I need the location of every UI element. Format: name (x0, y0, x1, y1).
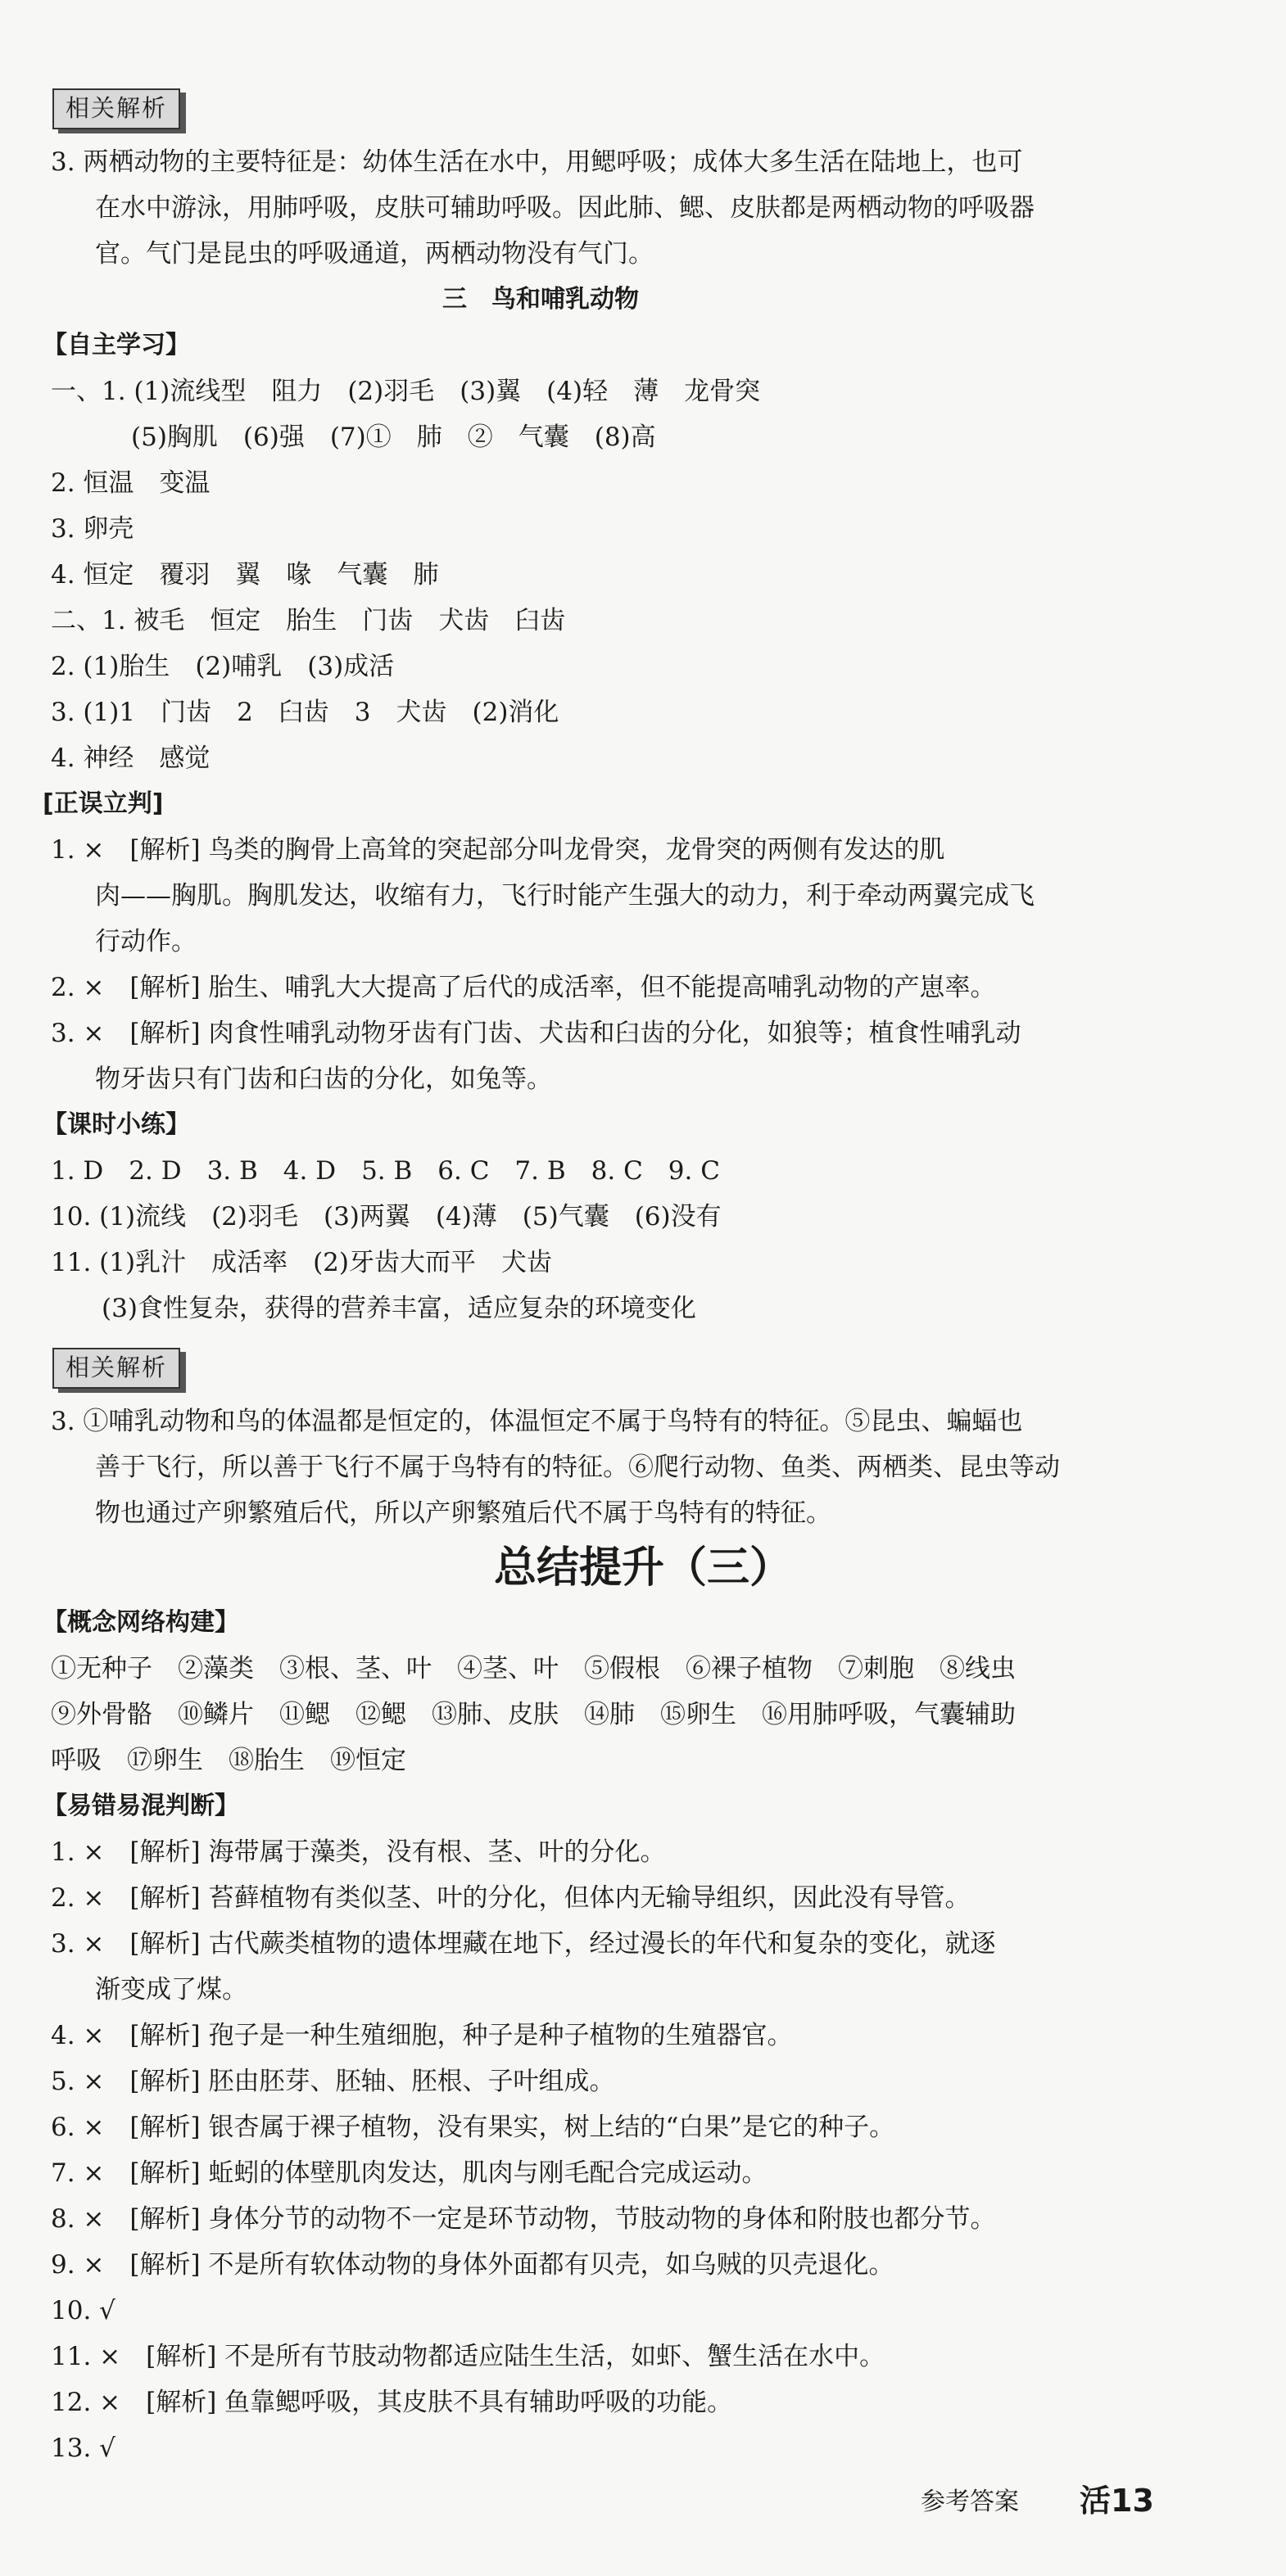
answer-line: 一、1. (1)流线型 阻力 (2)羽毛 (3)翼 (4)轻 薄 龙骨突 (51, 377, 761, 406)
answer-line: 2. × [解析] 苔藓植物有类似茎、叶的分化，但体内无输导组织，因此没有导管。 (51, 1883, 971, 1913)
answer-line: 物牙齿只有门齿和臼齿的分化，如兔等。 (95, 1064, 552, 1094)
answer-line: 2. × [解析] 胎生、哺乳大大提高了后代的成活率，但不能提高哺乳动物的产崽率。 (51, 973, 996, 1002)
answer-line: 12. × [解析] 鱼靠鳃呼吸，其皮肤不具有辅助呼吸的功能。 (51, 2388, 733, 2417)
answer-line: 行动作。 (95, 927, 197, 956)
answer-line: 11. × [解析] 不是所有节肢动物都适应陆生生活，如虾、蟹生活在水中。 (51, 2342, 885, 2371)
answer-line: 11. (1)乳汁 成活率 (2)牙齿大而平 犬齿 (51, 1248, 552, 1277)
answer-line: 二、1. 被毛 恒定 胎生 门齿 犬齿 臼齿 (51, 606, 566, 635)
answer-line: 3. × [解析] 古代蕨类植物的遗体埋藏在地下，经过漫长的年代和复杂的变化，就逐 (51, 1929, 996, 1959)
yicuo-header: 【易错易混判断】 (43, 1792, 239, 1820)
gainian-header: 【概念网络构建】 (43, 1608, 239, 1637)
page-number: 活13 (1080, 2483, 1154, 2519)
answer-line: 4. × [解析] 孢子是一种生殖细胞，种子是种子植物的生殖器官。 (51, 2021, 793, 2050)
keshi-header: 【课时小练】 (43, 1110, 190, 1139)
answer-line: 9. × [解析] 不是所有软体动物的身体外面都有贝壳，如乌贼的贝壳退化。 (51, 2250, 894, 2280)
answer-line: 呼吸 ⑰卵生 ⑱胎生 ⑲恒定 (51, 1746, 406, 1775)
answer-line: 肉——胸肌。胸肌发达，收缩有力，飞行时能产生强大的动力，利于牵动两翼完成飞 (95, 881, 1035, 911)
answer-line: 3. 卵壳 (51, 514, 134, 544)
answer-line: 8. × [解析] 身体分节的动物不一定是环节动物，节肢动物的身体和附肢也都分节。 (51, 2204, 996, 2234)
answer-line: 4. 恒定 覆羽 翼 喙 气囊 肺 (51, 560, 439, 590)
answer-line: 3. × [解析] 肉食性哺乳动物牙齿有门齿、犬齿和臼齿的分化，如狼等；植食性哺乳动 (51, 1019, 1021, 1048)
answer-line: 渐变成了煤。 (95, 1975, 247, 2004)
zhengwu-header: [正误立判] (43, 789, 164, 818)
answer-line: 5. × [解析] 胚由胚芽、胚轴、胚根、子叶组成。 (51, 2067, 615, 2096)
related-analysis-tag: 相关解析 (52, 88, 180, 129)
answer-line: 6. × [解析] 银杏属于裸子植物，没有果实，树上结的“白果”是它的种子。 (51, 2113, 895, 2142)
related-analysis-tag: 相关解析 (52, 1348, 180, 1389)
answer-line: 7. × [解析] 蚯蚓的体壁肌肉发达，肌肉与刚毛配合完成运动。 (51, 2158, 768, 2188)
answer-line: 2. 恒温 变温 (51, 468, 211, 498)
footer-label: 参考答案 (921, 2488, 1019, 2516)
analysis-line: 3. ①哺乳动物和鸟的体温都是恒定的，体温恒定不属于鸟特有的特征。⑤昆虫、蝙蝠也 (51, 1407, 1023, 1436)
summary-title: 总结提升（三） (493, 1543, 792, 1593)
answer-line: 13. √ (51, 2434, 115, 2463)
answer-line: 1. × [解析] 海带属于藻类，没有根、茎、叶的分化。 (51, 1837, 666, 1867)
analysis-line: 善于飞行，所以善于飞行不属于鸟特有的特征。⑥爬行动物、鱼类、两栖类、昆虫等动 (95, 1453, 1060, 1482)
answer-line: 3. (1)1 门齿 2 臼齿 3 犬齿 (2)消化 (51, 698, 559, 727)
answer-line: ①无种子 ②藻类 ③根、茎、叶 ④茎、叶 ⑤假根 ⑥裸子植物 ⑦刺胞 ⑧线虫 (51, 1654, 1016, 1683)
answer-line: ⑨外骨骼 ⑩鳞片 ⑪鳃 ⑫鳃 ⑬肺、皮肤 ⑭肺 ⑮卵生 ⑯用肺呼吸，气囊辅助 (51, 1700, 1016, 1729)
answer-line: 1. D 2. D 3. B 4. D 5. B 6. C 7. B 8. C 9. C (51, 1156, 720, 1186)
answer-line: 10. √ (51, 2296, 115, 2325)
answer-line: (3)食性复杂，获得的营养丰富，适应复杂的环境变化 (102, 1294, 696, 1323)
analysis-line: 3. 两栖动物的主要特征是：幼体生活在水中，用鳃呼吸；成体大多生活在陆地上，也可 (51, 147, 1023, 177)
answer-line: 4. 神经 感觉 (51, 743, 211, 773)
answer-line: (5)胸肌 (6)强 (7)① 肺 ② 气囊 (8)高 (131, 423, 656, 452)
answer-line: 1. × [解析] 鸟类的胸骨上高耸的突起部分叫龙骨突，龙骨突的两侧有发达的肌 (51, 835, 945, 865)
analysis-line: 物也通过产卵繁殖后代，所以产卵繁殖后代不属于鸟特有的特征。 (95, 1498, 831, 1528)
analysis-line: 在水中游泳，用肺呼吸，皮肤可辅助呼吸。因此肺、鳃、皮肤都是两栖动物的呼吸器 (95, 193, 1035, 223)
zizhu-header: 【自主学习】 (43, 331, 190, 359)
answer-line: 10. (1)流线 (2)羽毛 (3)两翼 (4)薄 (5)气囊 (6)没有 (51, 1202, 722, 1232)
analysis-line: 官。气门是昆虫的呼吸通道，两栖动物没有气门。 (95, 239, 654, 269)
answer-line: 2. (1)胎生 (2)哺乳 (3)成活 (51, 652, 395, 681)
section-title: 三 鸟和哺乳动物 (442, 285, 639, 314)
